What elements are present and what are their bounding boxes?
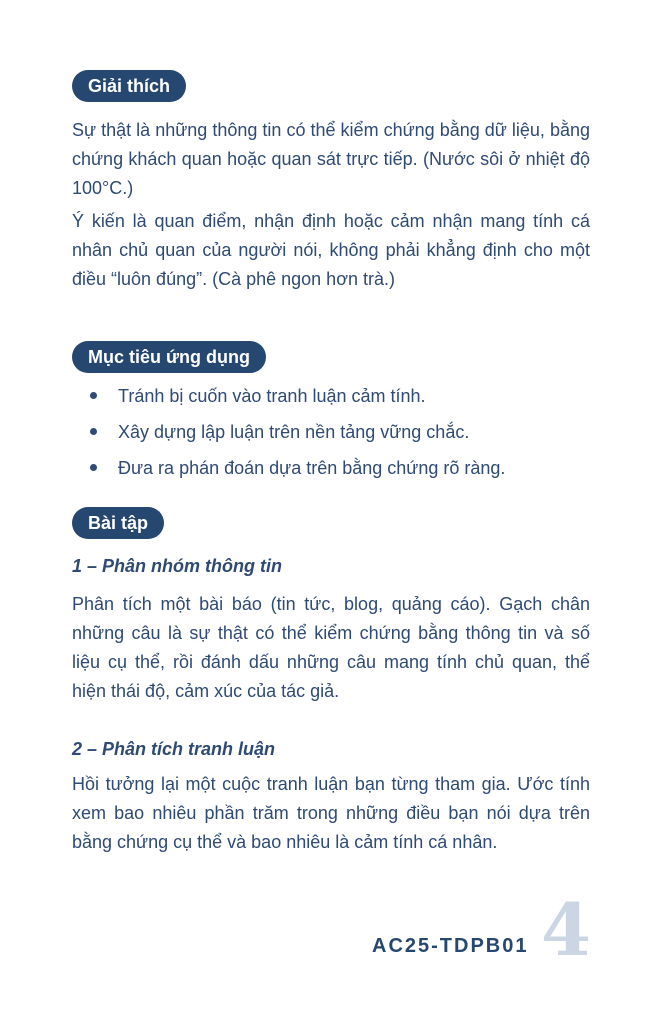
goals-heading: Mục tiêu ứng dụng [72, 341, 266, 373]
fact-definition-paragraph: Sự thật là những thông tin có thể kiểm chứng bằng dữ liệu, bằng chứng khách quan hoặc quan sát trực tiếp. (Nước sôi ở nhiệt độ 100°C.) [72, 120, 590, 198]
exercises-heading: Bài tập [72, 507, 164, 539]
document-code: AC25-TDPB01 [372, 935, 529, 957]
opinion-definition-paragraph: Ý kiến là quan điểm, nhận định hoặc cảm nhận mang tính cá nhân chủ quan của người nói, không phải khẳng định cho một điều “luôn đúng”. (Cà phê ngon hơn trà.) [72, 211, 590, 289]
bullet-icon [90, 392, 97, 399]
bullet-icon [90, 428, 97, 435]
goal-item [72, 384, 602, 408]
goal-item-text: Tránh bị cuốn vào tranh luận cảm tính. [118, 386, 426, 406]
exercise-2-title: 2 – Phân tích tranh luận [72, 739, 276, 759]
goal-item-text: Đưa ra phán đoán dựa trên bằng chứng rõ ràng. [118, 458, 506, 478]
goal-item [72, 420, 602, 444]
goals-list [72, 384, 602, 492]
goal-item [72, 456, 602, 480]
goal-item-text: Xây dựng lập luận trên nền tảng vững chắc. [118, 422, 470, 442]
exercise-2-body: Hồi tưởng lại một cuộc tranh luận bạn từng tham gia. Ước tính xem bao nhiêu phần trăm trong những điều bạn nói dựa trên bằng chứng cụ thể và bao nhiêu là cảm tính cá nhân. [72, 774, 590, 852]
exercise-1-title: 1 – Phân nhóm thông tin [72, 556, 282, 576]
explanation-heading: Giải thích [72, 70, 186, 102]
bullet-icon [90, 464, 97, 471]
page-number: 4 [541, 887, 592, 972]
exercise-1-body: Phân tích một bài báo (tin tức, blog, quảng cáo). Gạch chân những câu là sự thật có thể kiểm chứng bằng thông tin và số liệu cụ thể, rồi đánh dấu những câu mang tính chủ quan, thể hiện thái độ, cảm xúc của tác giả. [72, 594, 590, 701]
